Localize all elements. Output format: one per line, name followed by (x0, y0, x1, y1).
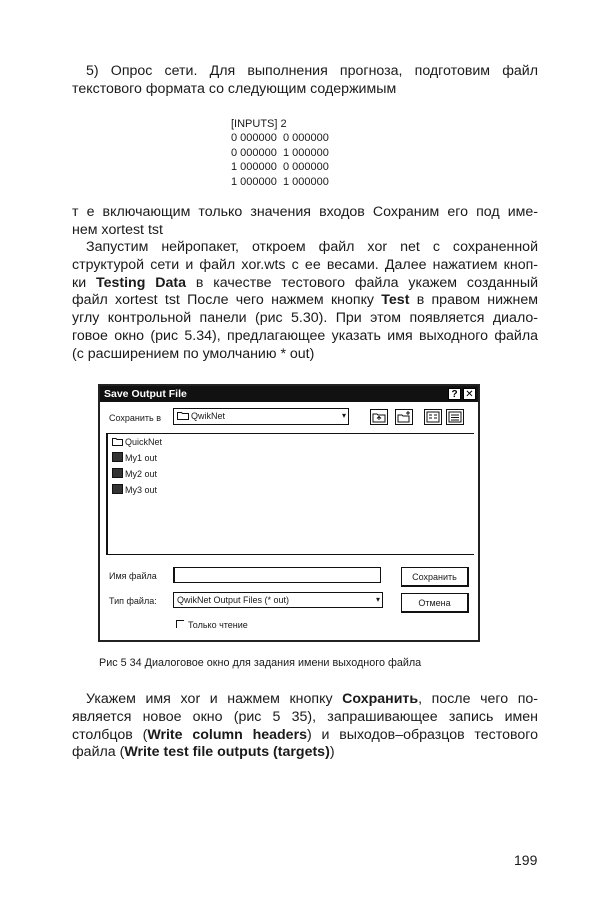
help-button[interactable]: ? (448, 388, 461, 400)
paragraph-save-note (72, 204, 538, 240)
filename-label: Имя файла (109, 571, 157, 581)
list-item[interactable]: QuickNet (112, 436, 162, 448)
dialog-title: Save Output File (104, 388, 187, 400)
details-view-icon (447, 410, 463, 424)
list-view-button[interactable] (424, 409, 442, 425)
bold-term: Testing Data (96, 274, 187, 291)
save-in-value: QwikNet (191, 411, 226, 421)
text-line: ки Testing Data в качестве тестового файла укажем созданный (72, 274, 538, 291)
text-line: (с расширением по умолчанию * out) (72, 345, 315, 362)
new-folder-button[interactable] (395, 409, 413, 425)
checkbox-box[interactable] (176, 620, 184, 628)
readonly-checkbox[interactable] (176, 620, 248, 630)
bold-term: Сохранить (342, 691, 419, 707)
text-line: файла (Write test file outputs (targets)) (72, 744, 335, 761)
filename-input[interactable] (173, 567, 381, 583)
list-item[interactable]: My2 out (112, 468, 157, 480)
save-in-label: Сохранить в (109, 413, 162, 423)
figure-caption: Рис 5 34 Диалоговое окно для задания имени выходного файла (99, 657, 422, 669)
file-icon (112, 468, 123, 478)
folder-icon (177, 411, 189, 420)
chevron-down-icon: ▾ (375, 595, 380, 604)
text-line: говое окно (рис 5.34), предлагающее указать имя выходного файла (72, 327, 538, 344)
chevron-down-icon: ▾ (341, 411, 346, 420)
readonly-label: Только чтение (188, 620, 248, 630)
inputs-header: [INPUTS] 2 (231, 118, 287, 130)
text-line: структурой сети и файл xor.wts с ее весами. Далее нажатием кноп- (72, 256, 538, 273)
inputs-file-content (231, 117, 329, 189)
bold-term: Write test file outputs (targets) (124, 744, 330, 761)
save-in-combo[interactable] (173, 408, 349, 425)
text-line: т е включающим только значения входов Сохраним его под име- (72, 204, 538, 220)
paragraph-next-step (72, 691, 538, 762)
filetype-label: Тип файла: (109, 596, 157, 606)
text-line: столбцов (Write column headers) и выходов–образцов тестового (72, 726, 538, 743)
save-output-dialog (98, 384, 480, 642)
inputs-row: 0 000000 0 000000 (231, 132, 329, 145)
text-line: Запустим нейропакет, откроем файл xor net с сохраненной (86, 239, 538, 255)
text-line: Укажем имя xor и нажмем кнопку Сохранить, после чего по- (86, 691, 538, 707)
folder-icon (112, 437, 123, 446)
up-folder-icon (371, 410, 387, 424)
text-line: 5) Опрос сети. Для выполнения прогноза, подготовим файл (86, 63, 538, 79)
bold-term: Write column headers (147, 726, 307, 743)
details-view-button[interactable] (446, 409, 464, 425)
bold-term: Test (381, 292, 410, 309)
inputs-row: 1 000000 0 000000 (231, 161, 329, 174)
new-folder-icon (396, 410, 412, 424)
dialog-titlebar[interactable] (100, 386, 478, 402)
cancel-button[interactable]: Отмена (401, 593, 469, 613)
text-line: является новое окно (рис 5 35), запрашивающее запись имен (72, 708, 538, 725)
filetype-value: QwikNet Output Files (* out) (177, 595, 290, 605)
filetype-select[interactable] (173, 592, 383, 608)
paragraph-intro (72, 63, 538, 99)
list-item[interactable]: My3 out (112, 484, 157, 496)
up-folder-button[interactable] (370, 409, 388, 425)
text-line: нем xortest tst (72, 221, 163, 238)
page-number: 199 (514, 852, 538, 868)
file-list[interactable] (106, 433, 474, 555)
list-view-icon (425, 410, 441, 424)
close-button[interactable]: ✕ (463, 388, 476, 400)
file-icon (112, 484, 123, 494)
list-item[interactable]: My1 out (112, 452, 157, 464)
paragraph-procedure (72, 239, 538, 364)
file-icon (112, 452, 123, 462)
text-line: файл xortest tst После чего нажмем кнопку Test в правом нижнем (72, 292, 538, 309)
text-line: текстового формата со следующим содержимым (72, 80, 397, 97)
inputs-row: 1 000000 1 000000 (231, 175, 329, 188)
inputs-row: 0 000000 1 000000 (231, 146, 329, 159)
save-button[interactable]: Сохранить (401, 567, 469, 587)
text-line: углу контрольной панели (рис 5.30). При этом появляется диало- (72, 310, 538, 327)
